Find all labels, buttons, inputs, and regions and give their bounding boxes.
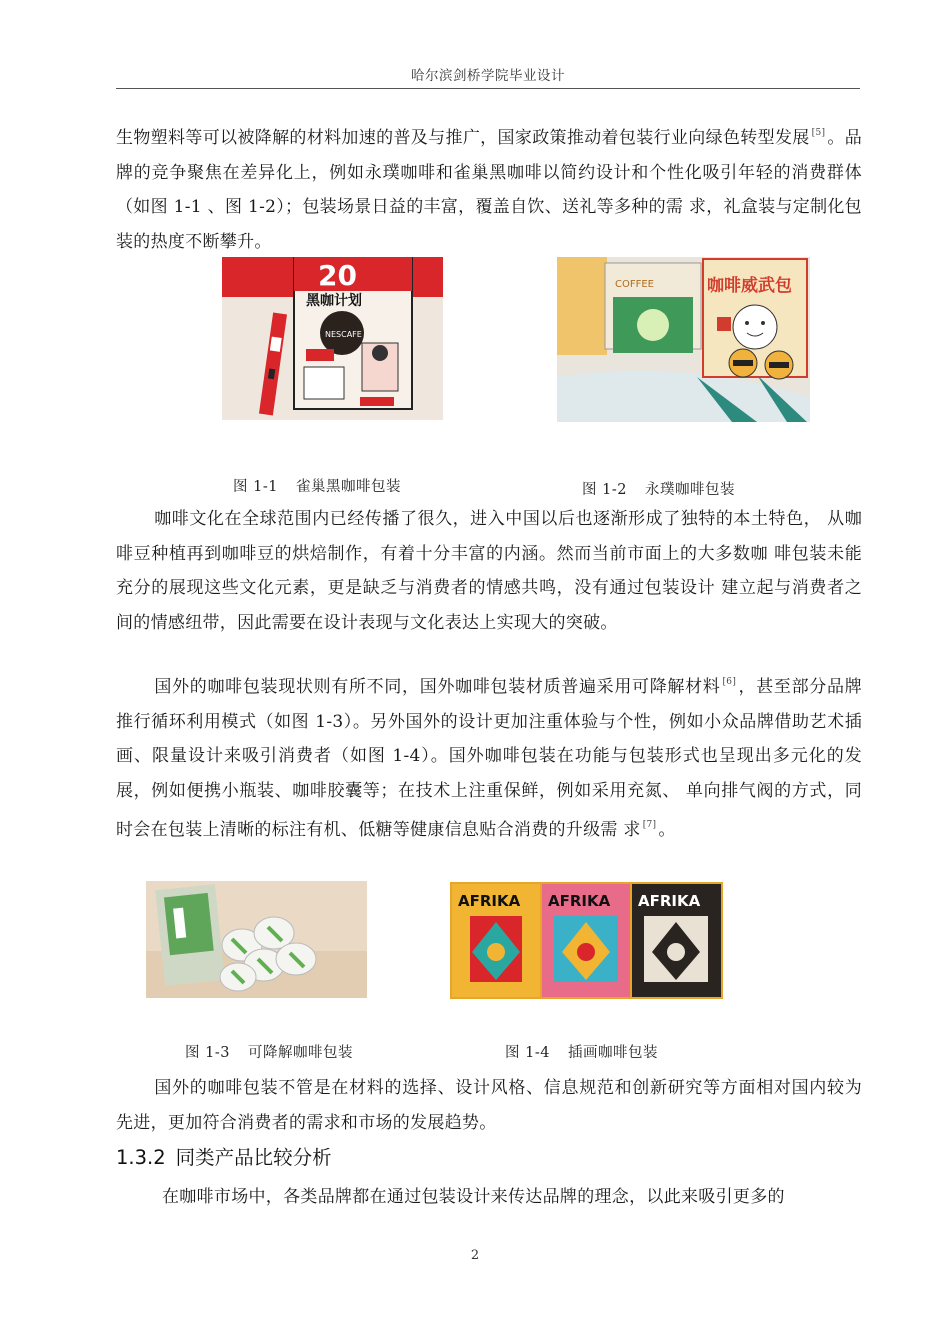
package-number-text: 20	[318, 259, 357, 292]
figure-1-3-image	[146, 881, 367, 998]
citation-6: [6]	[722, 677, 737, 687]
page-number: 2	[470, 1248, 480, 1263]
brand-logo-text: NESCAFE	[325, 330, 362, 339]
paragraph-1	[116, 116, 862, 259]
paragraph-2	[116, 502, 862, 640]
degradable-package-illustration	[146, 881, 367, 998]
citation-7: [7]	[642, 820, 657, 830]
figure-1-4-label: 插画咖啡包装	[567, 1045, 658, 1061]
yongpu-package-illustration	[557, 257, 810, 422]
caption-figure-1-4	[505, 1041, 658, 1062]
paragraph-3	[116, 665, 862, 848]
figure-1-4-image	[450, 882, 723, 999]
section-title: 同类产品比较分析	[175, 1146, 332, 1169]
figure-1-1-label: 雀巢黑咖啡包装	[295, 479, 401, 495]
caption-figure-1-3	[185, 1041, 353, 1062]
package-box-text: 咖啡威武包	[707, 276, 792, 296]
figure-1-2-image	[557, 257, 810, 422]
caption-figure-1-1	[233, 475, 401, 496]
paragraph-3-text-b: ，甚至部分品牌推行循环利用模式（如图 1-3）。另外国外的设计更加注重体验与个性，例如小众品牌借助艺术插画、限量设计来吸引消费者（如图 1-4）。国外咖啡包装在功能与包装形式也呈现出多元化的发展，例如便携小瓶装、咖啡胶囊等；在技术上注重保鲜，例如采用充氮、 单向排气阀的方式，同时会在包装上清晰的标注有机、低糖等健康信息贴合消费的升级需 求	[116, 677, 862, 840]
figure-1-3-number: 图 1-3	[185, 1045, 230, 1061]
paragraph-5-text: 在咖啡市场中，各类品牌都在通过包装设计来传达品牌的理念，以此来吸引更多的	[162, 1187, 785, 1207]
paragraph-3-text-c: 。	[658, 820, 676, 840]
figure-1-1-number: 图 1-1	[233, 479, 278, 495]
package-title-text: 黑咖计划	[306, 293, 362, 309]
figure-1-2-number: 图 1-2	[582, 482, 627, 498]
figure-1-2-label: 永璞咖啡包装	[644, 482, 735, 498]
page-header: 哈尔滨剑桥学院毕业设计	[411, 68, 565, 84]
paragraph-5	[116, 1180, 862, 1215]
paragraph-4-text: 国外的咖啡包装不管是在材料的选择、设计风格、信息规范和创新研究等方面相对国内较为先进，更加符合消费者的需求和市场的发展趋势。	[116, 1078, 862, 1133]
header-divider	[116, 88, 860, 89]
paragraph-3-text-a: 国外的咖啡包装现状则有所不同，国外咖啡包装材质普遍采用可降解材料	[154, 677, 721, 697]
paragraph-1-text-a: 生物塑料等可以被降解的材料加速的普及与推广，国家政策推动着包装行业向绿色转型发展	[116, 128, 810, 148]
paragraph-4	[116, 1071, 862, 1140]
section-number: 1.3.2	[116, 1146, 166, 1169]
paragraph-1-text-b: 。品牌的竞争聚焦在差异化上，例如永璞咖啡和雀巢黑咖啡以简约设计和个性化吸引年轻的消费群体（如图 1-1 、图 1-2）；包装场景日益的丰富，覆盖自饮、送礼等多种的需 求，礼盒装与定制化包装的热度不断攀升。	[116, 128, 862, 252]
figure-1-3-label: 可降解咖啡包装	[247, 1045, 353, 1061]
caption-figure-1-2	[582, 478, 735, 499]
section-heading	[116, 1142, 332, 1170]
paragraph-2-text: 咖啡文化在全球范围内已经传播了很久，进入中国以后也逐渐形成了独特的本土特色， 从咖啡豆种植再到咖啡豆的烘焙制作，有着十分丰富的内涵。然而当前市面上的大多数咖 啡包装未能充分的展现这些文化元素，更是缺乏与消费者的情感共鸣，没有通过包装设计 建立起与消费者之间的情感纽带，因此需要在设计表现与文化表达上实现大的突破。	[116, 509, 862, 633]
package-tag-text: COFFEE	[615, 279, 654, 290]
bag-3-text: AFRIKA	[638, 892, 701, 910]
figure-1-4-number: 图 1-4	[505, 1045, 550, 1061]
bag-1-text: AFRIKA	[458, 892, 521, 910]
bag-2-text: AFRIKA	[548, 892, 611, 910]
citation-5: [5]	[811, 128, 826, 138]
figure-1-1-image	[222, 257, 443, 420]
illustrated-package-illustration	[450, 882, 723, 999]
nescafe-package-illustration	[222, 257, 443, 420]
